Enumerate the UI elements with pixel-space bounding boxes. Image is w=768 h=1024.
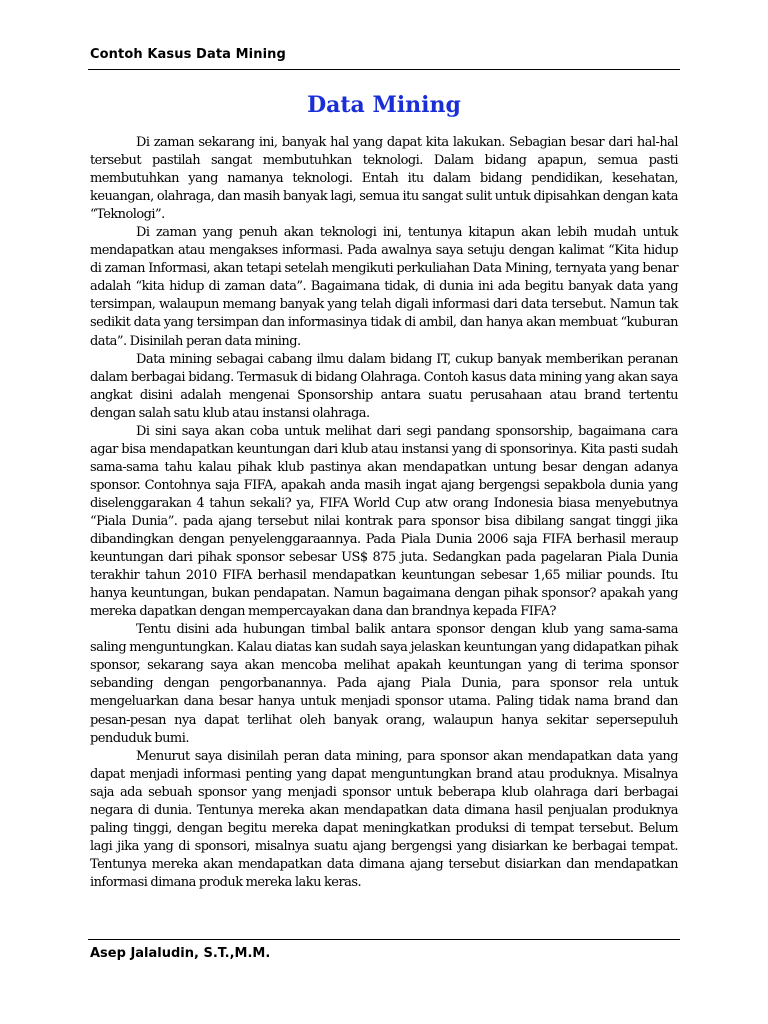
- body-text: [90, 134, 678, 892]
- footer-rule: [88, 939, 680, 940]
- running-header: Contoh Kasus Data Mining: [90, 47, 286, 62]
- paragraph: Menurut saya disinilah peran data mining, para sponsor akan mendapatkan data yang dapat menjadi informasi penting yang dapat menguntungkan brand atau produknya. Misalnya saja ada sebuah sponsor yang menjadi sponsor untuk beberapa klub olahraga dari berbagai negara di dunia. Tentunya mereka akan mendapatkan data dimana hasil penjualan produknya paling tinggi, dengan begitu mereka dapat meningkatkan produksi di tempat tersebut. Belum lagi jika yang di sponsori, misalnya suatu ajang bergengsi yang disiarkan ke berbagai tempat. Tentunya mereka akan mendapatkan data dimana ajang tersebut disiarkan dan mendapatkan informasi dimana produk mereka laku keras.: [90, 748, 678, 890]
- paragraph: Tentu disini ada hubungan timbal balik antara sponsor dengan klub yang sama-sama saling menguntungkan. Kalau diatas kan sudah saya jelaskan keuntungan yang didapatkan pihak sponsor, sekarang saya akan mencoba melihat apakah keuntungan yang di terima sponsor sebanding dengan pengorbanannya. Pada ajang Piala Dunia, para sponsor rela untuk mengeluarkan dana besar hanya untuk menjadi sponsor utama. Paling tidak nama brand dan pesan-pesan nya dapat terlihat oleh banyak orang, walaupun hanya sekitar sepersepuluh penduduk bumi.: [90, 622, 678, 746]
- author-footer: Asep Jalaludin, S.T.,M.M.: [90, 946, 271, 961]
- paragraph: Di sini saya akan coba untuk melihat dari segi pandang sponsorship, bagaimana cara agar bisa mendapatkan keuntungan dari klub atau instansi yang di sponsorinya. Kita pasti sudah sama-sama tahu kalau pihak klub pastinya akan mendapatkan untung besar dengan adanya sponsor. Contohnya saja FIFA, apakah anda masih ingat ajang bergengsi sepakbola dunia yang diselenggarakan 4 tahun sekali? ya, FIFA World Cup atw orang Indonesia biasa menyebutnya “Piala Dunia”. pada ajang tersebut nilai kontrak para sponsor bisa dibilang sangat tinggi jika dibandingkan dengan penyelenggaraannya. Pada Piala Dunia 2006 saja FIFA berhasil meraup keuntungan dari pihak sponsor sebesar US$ 875 juta. Sedangkan pada pagelaran Piala Dunia terakhir tahun 2010 FIFA berhasil mendapatkan keuntungan sebesar 1,65 miliar pounds. Itu hanya keuntungan, bukan pendapatan. Namun bagaimana dengan pihak sponsor? apakah yang mereka dapatkan dengan mempercayakan dana dan brandnya kepada FIFA?: [90, 423, 678, 620]
- paragraph: Data mining sebagai cabang ilmu dalam bidang IT, cukup banyak memberikan peranan dalam berbagai bidang. Termasuk di bidang Olahraga. Contoh kasus data mining yang akan saya angkat disini adalah mengenai Sponsorship antara suatu perusahaan atau brand tertentu dengan salah satu klub atau instansi olahraga.: [90, 351, 678, 421]
- paragraph: Di zaman sekarang ini, banyak hal yang dapat kita lakukan. Sebagian besar dari hal-hal tersebut pastilah sangat membutuhkan teknologi. Dalam bidang apapun, semua pasti membutuhkan yang namanya teknologi. Entah itu dalam bidang pendidikan, kesehatan, keuangan, olahraga, dan masih banyak lagi, semua itu sangat sulit untuk dipisahkan dengan kata “Teknologi”.: [90, 135, 678, 223]
- header-rule: [88, 69, 680, 70]
- paragraph: Di zaman yang penuh akan teknologi ini, tentunya kitapun akan lebih mudah untuk mendapatkan atau mengakses informasi. Pada awalnya saya setuju dengan kalimat “Kita hidup di zaman Informasi, akan tetapi setelah mengikuti perkuliahan Data Mining, ternyata yang benar adalah “kita hidup di zaman data”. Bagaimana tidak, di dunia ini ada begitu banyak data yang tersimpan, walaupun memang banyak yang telah digali informasi dari data tersebut. Namun tak sedikit data yang tersimpan dan informasinya tidak di ambil, dan hanya akan membuat “kuburan data”. Disinilah peran data mining.: [90, 225, 678, 349]
- document-title: Data Mining: [307, 92, 461, 118]
